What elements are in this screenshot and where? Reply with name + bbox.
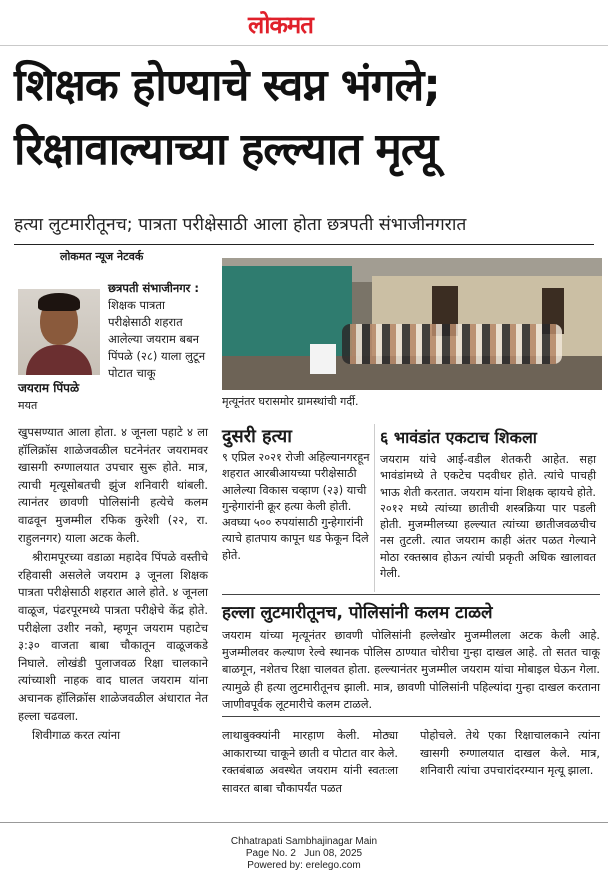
dateline: छत्रपती संभाजीनगर :: [108, 281, 199, 295]
section-text-dusri: ९ एप्रिल २०२१ रोजी अहिल्यानगरहून शहरात आरबीआयच्या परीक्षेसाठी आलेल्या विकास चव्हाण (२३) याची गुन्हेगारांनी क्रूर हत्या केली होती. अवघ्या ५०० रुपयांसाठी गुन्हेगारांनी त्याचे हातपाय कापून धड फेकून दिले होते.: [222, 451, 370, 562]
footer-powered-by[interactable]: Powered by: erelego.com: [247, 860, 361, 871]
victim-status: मयत: [18, 399, 38, 412]
divider: [222, 594, 600, 595]
section-text-halla: जयराम यांच्या मृत्यूनंतर छावणी पोलिसांनी हल्लेखोर मुजम्मीलला अटक केली आहे. मुजम्मीलवर कल्याण रेल्वे स्थानक पोलिस ठाण्यात चोरीचा गुन्हा दाखल आहे. तो सतत चाकू बाळगून, नशेतच रिक्षा चालवत होता. हल्ल्यानंतर मुजम्मील जयराम यांचा मोबाइल घेऊन गेला. त्यामुळे ही हत्या लुटमारीतूनच झाली. मात्र, छावणी पोलिसांनी पहिल्यांदा गुन्हा दाखल करताना जाणीवपूर्वक लूटमारीचे कलम टाळले.: [222, 629, 600, 711]
footer-edition: Chhatrapati Sambhajinagar Main: [230, 836, 378, 847]
page-footer: [0, 836, 608, 872]
section-heading-halla: हल्ला लुटमारीतूनच, पोलिसांनी कलम टाळले: [222, 603, 493, 623]
subheadline: हत्या लुटमारीतूनच; पात्रता परीक्षेसाठी आला होता छत्रपती संभाजीनगरात: [14, 215, 467, 235]
victim-name: जयराम पिंपळे: [18, 381, 80, 395]
headline-line-2: रिक्षावाल्याच्या हल्ल्यात मृत्यू: [14, 124, 438, 175]
continuation-col-3: पोहोचले. तेथे एका रिक्षाचालकाने त्यांना खासगी रुग्णालयात दाखल केले. मात्र, शनिवारी त्यांचा उपचारांदरम्यान मृत्यू झाला.: [420, 729, 600, 778]
lead-body: [18, 424, 208, 747]
column-divider: [374, 424, 375, 592]
lead-paragraph-2: श्रीरामपूरच्या वडाळा महादेव पिंपळे वस्तीचे रहिवासी असलेले जयराम ३ जूनला शिक्षक पात्रता परीक्षेसाठी शहरात आले होते. ४ जूनला वाळूज, पंढरपूरमध्ये पात्रता परीक्षेचे केंद्र होते. परीक्षेला उशीर नको, म्हणून जयराम पहाटेच ३:३० वाजता बाबा चौकातून वाळूजकडे निघाले. लोखंडी पुलाजवळ रिक्षा चालकाने त्यांच्याशी नाहक वाद घालत जयराम यांना अचानक हॉलिक्रॉस शाळेजवळील अंधारात नेत हल्ला चढवला.: [18, 550, 208, 723]
divider: [222, 716, 600, 717]
footer-page-info: Page No. 2 Jun 08, 2025: [245, 848, 363, 859]
masthead: [0, 0, 608, 46]
divider: [14, 244, 594, 245]
headline-line-1: शिक्षक होण्याचे स्वप्न भंगले;: [14, 60, 440, 111]
page-divider: [0, 822, 608, 823]
lead-intro: [108, 280, 208, 382]
victim-photo-caption: [18, 380, 79, 414]
section-heading-dusri: दुसरी हत्या: [222, 426, 292, 447]
crowd-photo: [222, 258, 602, 390]
lead-paragraph-3: शिवीगाळ करत त्यांना: [32, 728, 121, 743]
lokmat-logo[interactable]: लोकमत: [248, 10, 313, 39]
continuation-col-2: लाथाबुक्क्यांनी मारहाण केली. मोठ्या आकाराच्या चाकूने छाती व पोटात वार केले. रक्तबंबाळ अवस्थेत जयराम यांनी स्वतःला सावरत बाबा चौकापर्यंत पळत: [222, 729, 398, 795]
victim-photo: [18, 289, 100, 375]
crowd-photo-caption: मृत्यूनंतर घरासमोर ग्रामस्थांची गर्दी.: [222, 395, 359, 408]
section-text-bhau: जयराम यांचे आई-वडील शेतकरी आहेत. सहा भावंडांमध्ये ते एकटेच पदवीधर होते. त्यांचे पाचही भाऊ शेती करतात. जयराम यांना शिक्षक व्हायचे होते. २०१२ मध्ये त्यांच्या छातीची शस्त्रक्रिया पार पडली होती. मुजम्मीलच्या हल्ल्यात त्यांच्या छातीजवळचीच नस तुटली. त्यात जयराम काही अंतर पळत गेल्याने मोठा रक्तस्राव होऊन त्यांची प्रकृती अधिक खालावत गेली.: [380, 453, 596, 581]
lead-intro-text: शिक्षक पात्रता परीक्षेसाठी शहरात आलेल्या जयराम बबन पिंपळे (२८) याला लुटून पोटात चाकू: [108, 298, 206, 380]
lead-paragraph-1: खुपसण्यात आला होता. ४ जूनला पहाटे ४ ला हॉलिक्रॉस शाळेजवळील घटनेनंतर जयरामवर खासगी रुग्णालयात उपचार सुरू होते. मात्र, त्याची मृत्यूसोबतची झुंज शनिवारी थांबली. त्यानंतर छावणी पोलिसांनी हत्येचे कलम वाढवून मुजम्मील रफिक कुरेशी (२२, रा. राहुलनगर) याला अटक केली.: [18, 425, 208, 545]
section-heading-bhau: ६ भावंडांत एकटाच शिकला: [380, 428, 537, 447]
byline: लोकमत न्यूज नेटवर्क: [60, 250, 144, 263]
